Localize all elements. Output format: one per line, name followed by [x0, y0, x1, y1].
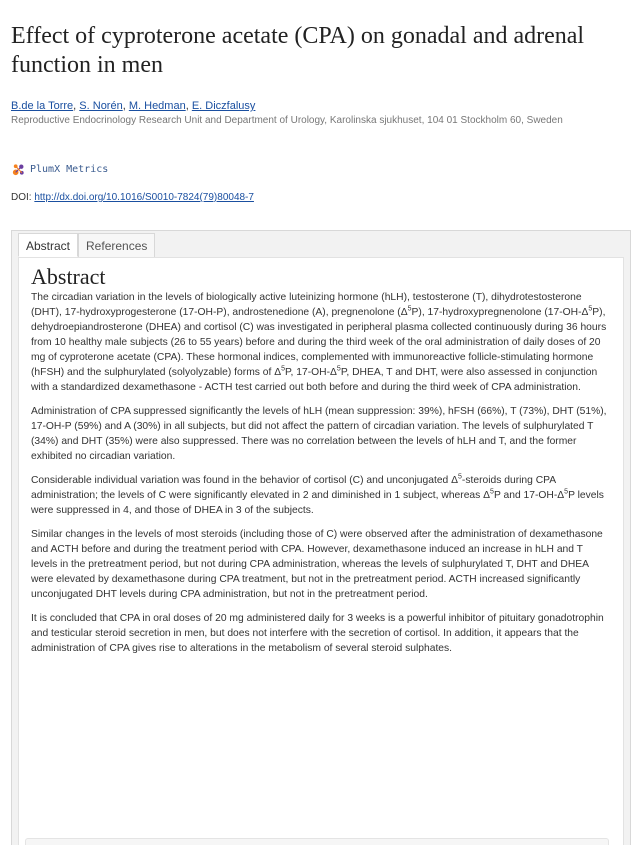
p1-text-d: P, 17-OH-Δ	[285, 367, 337, 378]
author-list: B.de la Torre, S. Norén, M. Hedman, E. Diczfalusy	[11, 100, 256, 112]
plumx-label: PlumX Metrics	[30, 164, 109, 175]
plumx-logo-icon	[11, 162, 26, 177]
p1-text-e: P, DHEA, T and DHT, were also assessed in conjunction with a standardized dexamethasone - ACTH test carried out both before and during the third week of CPA administration.	[31, 367, 598, 393]
abstract-content	[18, 257, 624, 845]
abstract-paragraph-4: Similar changes in the levels of most steroids (including those of C) were observed after the administration of dexamethasone and ACTH before and during the treatment period with CPA. However, dexamethasone induced an increase in hLH and T levels in the pretreatment period, but not during CPA administration, whereas the levels of sulphurylated T, DHT and DHEA were elevated by dexamethasone during CPA treatment, but not in the pretreatment period. ACTH increased significantly unconjugated DHT levels during CPA administration, but not in the pretreatment period.	[31, 529, 603, 600]
article-title: Effect of cyproterone acetate (CPA) on gonadal and adrenal function in men	[11, 23, 585, 78]
superscript-5: 5	[490, 488, 494, 496]
author-affiliation: Reproductive Endocrinology Research Unit and Department of Urology, Karolinska sjukhuset, 104 01 Stockholm 60, Sweden	[11, 115, 563, 126]
p3-text-a: Considerable individual variation was found in the behavior of cortisol (C) and unconjugated Δ	[31, 475, 459, 486]
superscript-5: 5	[407, 305, 412, 313]
p3-text-b: -steroids during CPA administration; the levels of C were significantly elevated in 2 and diminished in 1 subject, whereas Δ	[31, 475, 556, 501]
tab-references[interactable]: References	[78, 233, 155, 257]
p1-text-c: P), dehydroepiandrosterone (DHEA) and cortisol (C) was investigated in peripheral plasma collected continuously during 36 hours from 10 healthy male subjects (26 to 55 years) before and during the third week of the oral administration of daily doses of 20 mg of cyproterone acetate (CPA). These hormonal indices, complemented with immunoreactive follicle-stimulating hormone (hFSH) and the sulphurylated (solyolyzable) forms of Δ	[31, 307, 607, 378]
doi-link[interactable]: http://dx.doi.org/10.1016/S0010-7824(79)80048-7	[34, 192, 254, 203]
author-link-1[interactable]: B.de la Torre	[11, 100, 74, 112]
p1-text-b: P), 17-hydroxypregnenolone (17-OH-Δ	[411, 307, 589, 318]
abstract-paragraph-3	[31, 473, 611, 518]
abstract-paragraph-1	[31, 290, 611, 395]
author-link-4[interactable]: E. Diczfalusy	[191, 100, 256, 112]
superscript-5: 5	[564, 488, 569, 496]
superscript-5: 5	[458, 473, 462, 481]
tab-bar	[18, 233, 155, 257]
plumx-metrics-link[interactable]	[11, 162, 108, 177]
p3-text-c: P and 17-OH-Δ	[493, 490, 565, 501]
superscript-5: 5	[281, 365, 286, 373]
abstract-paragraph-2: Administration of CPA suppressed significantly the levels of hLH (mean suppression: 39%), hFSH (66%), T (73%), DHT (51%), 17-OH-P (59%) and A (30%) in all subjects, but did not affect the pattern of circadian variation. The levels of sulphurylated T (34%) and DHT (35%) were also suppressed. There was no correlation between the levels of hLH and T, and the former exhibited no circadian variation.	[31, 406, 607, 462]
abstract-paragraph-5: It is concluded that CPA in oral doses of 20 mg administered daily for 3 weeks is a powerful inhibitor of pituitary gonadotrophin and testicular steroid secretion in men, but does not interfere with the secretion of cortisol. In addition, it appears that the administration of CPA gives rise to alterations in the metabolism of several steroid sulphates.	[31, 613, 604, 654]
superscript-5: 5	[336, 365, 341, 373]
tab-abstract[interactable]: Abstract	[18, 233, 78, 257]
author-link-3[interactable]: M. Hedman	[128, 100, 186, 112]
next-section-box	[25, 838, 609, 845]
superscript-5: 5	[588, 305, 593, 313]
author-link-2[interactable]: S. Norén	[79, 100, 123, 112]
abstract-panel	[11, 230, 631, 845]
doi-label: DOI:	[11, 192, 35, 203]
abstract-heading: Abstract	[31, 264, 106, 289]
doi-line	[11, 192, 254, 203]
p3-text-d: P levels were suppressed in 4, and those of DHEA in 3 of the subjects.	[31, 490, 604, 516]
p1-text-a: The circadian variation in the levels of biologically active luteinizing hormone (hLH), testosterone (T), dihydrotestosterone (DHT), 17-hydroxyprogesterone (17-OH-P), androstenedione (A), pregnenolone (Δ	[31, 292, 582, 318]
